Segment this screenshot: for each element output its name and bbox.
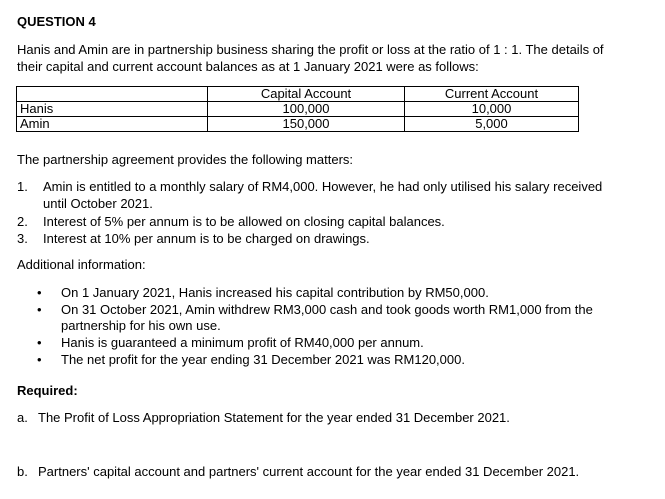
list-item [37, 352, 597, 368]
partner-name: Amin [17, 117, 208, 132]
balances-table [16, 86, 579, 132]
list-text: On 31 October 2021, Amin withdrew RM3,000 cash and took goods worth RM1,000 from the partnership for his own use. [61, 302, 593, 333]
list-number: 1. [17, 179, 28, 194]
list-text: On 1 January 2021, Hanis increased his capital contribution by RM50,000. [61, 285, 489, 300]
table-header-capital: Capital Account [208, 87, 405, 102]
table-header-current: Current Account [405, 87, 579, 102]
list-item [17, 213, 617, 230]
bullet-icon: • [37, 352, 42, 367]
agreement-heading: The partnership agreement provides the following matters: [17, 152, 354, 167]
required-item-b [17, 464, 617, 480]
list-item [37, 285, 597, 301]
list-number: 2. [17, 214, 28, 229]
required-text: Partners' capital account and partners' current account for the year ended 31 December 2021. [38, 464, 580, 479]
agreement-list [17, 178, 617, 247]
required-heading: Required: [17, 383, 78, 398]
list-text: The net profit for the year ending 31 December 2021 was RM120,000. [61, 352, 465, 367]
question-intro: Hanis and Amin are in partnership business sharing the profit or loss at the ratio of 1 : 1. The details of their capital and current account balances as at 1 January 2021 were as follows: [17, 42, 604, 74]
required-label: b. [17, 464, 28, 479]
list-text: Interest of 5% per annum is to be allowed on closing capital balances. [43, 214, 445, 229]
list-text: Amin is entitled to a monthly salary of RM4,000. However, he had only utilised his salary received until October 2021. [43, 179, 603, 211]
current-value: 5,000 [405, 117, 579, 132]
list-text: Interest at 10% per annum is to be charged on drawings. [43, 231, 370, 246]
partner-name: Hanis [17, 102, 208, 117]
table-row [17, 117, 579, 132]
required-text: The Profit of Loss Appropriation Statement for the year ended 31 December 2021. [38, 410, 510, 425]
list-item [37, 302, 597, 334]
current-value: 10,000 [405, 102, 579, 117]
required-label: a. [17, 410, 28, 425]
list-item [17, 230, 617, 247]
additional-list [37, 285, 597, 369]
required-item-a [17, 410, 510, 425]
additional-heading: Additional information: [17, 257, 146, 272]
list-item [17, 178, 617, 212]
list-text: Hanis is guaranteed a minimum profit of RM40,000 per annum. [61, 335, 424, 350]
bullet-icon: • [37, 302, 42, 317]
bullet-icon: • [37, 335, 42, 350]
table-header-blank [17, 87, 208, 102]
question-title: QUESTION 4 [17, 14, 96, 29]
capital-value: 150,000 [208, 117, 405, 132]
list-item [37, 335, 597, 351]
bullet-icon: • [37, 285, 42, 300]
capital-value: 100,000 [208, 102, 405, 117]
table-header-row [17, 87, 579, 102]
table-row [17, 102, 579, 117]
list-number: 3. [17, 231, 28, 246]
